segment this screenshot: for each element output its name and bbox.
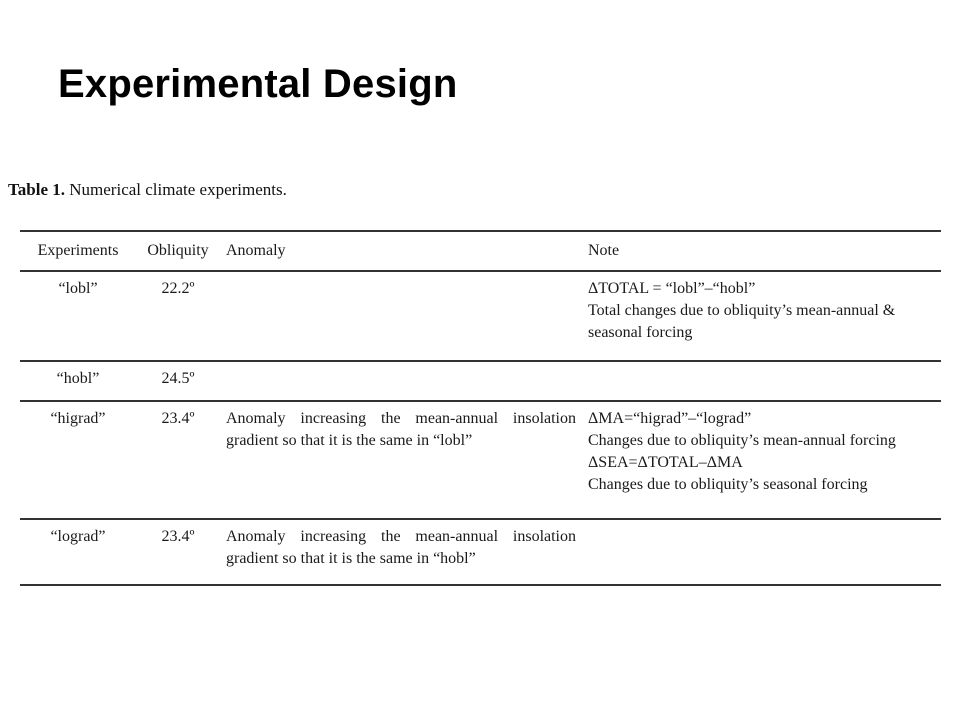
- cell-note: [582, 401, 941, 519]
- cell-anomaly: [220, 361, 582, 401]
- table-row: [20, 271, 941, 361]
- cell-experiment: “lograd”: [20, 519, 136, 585]
- cell-anomaly: Anomaly increasing the mean-annual insolation gradient so that it is the same in “hobl”: [220, 519, 582, 585]
- cell-obliquity: 24.5º: [136, 361, 220, 401]
- cell-experiment: “lobl”: [20, 271, 136, 361]
- cell-experiment: “higrad”: [20, 401, 136, 519]
- table-header-row: [20, 231, 941, 271]
- cell-anomaly: Anomaly increasing the mean-annual insolation gradient so that it is the same in “lobl”: [220, 401, 582, 519]
- cell-obliquity: 23.4º: [136, 401, 220, 519]
- note-line: ΔMA=“higrad”–“lograd”: [588, 410, 752, 427]
- experiments-table: [20, 230, 941, 586]
- header-obliquity: Obliquity: [136, 231, 220, 271]
- cell-note: [582, 271, 941, 361]
- header-anomaly: Anomaly: [220, 231, 582, 271]
- table-caption: [8, 180, 287, 200]
- note-line: Changes due to obliquity’s mean-annual forcing: [588, 432, 896, 449]
- table-row: [20, 401, 941, 519]
- note-line: Changes due to obliquity’s seasonal forcing: [588, 476, 868, 493]
- note-line: Total changes due to obliquity’s mean-annual &: [588, 302, 896, 319]
- cell-obliquity: 22.2º: [136, 271, 220, 361]
- table-caption-text: Numerical climate experiments.: [65, 180, 287, 199]
- table-row: [20, 519, 941, 585]
- cell-obliquity: 23.4º: [136, 519, 220, 585]
- table-caption-label: Table 1.: [8, 180, 66, 199]
- note-line: ΔTOTAL = “lobl”–“hobl”: [588, 280, 756, 297]
- note-line: seasonal forcing: [588, 324, 693, 341]
- cell-note: [582, 361, 941, 401]
- note-line: ΔSEA=ΔTOTAL–ΔMA: [588, 454, 743, 471]
- table-row: [20, 361, 941, 401]
- header-experiments: Experiments: [20, 231, 136, 271]
- cell-experiment: “hobl”: [20, 361, 136, 401]
- cell-anomaly: [220, 271, 582, 361]
- slide-title: Experimental Design: [58, 62, 458, 106]
- header-note: Note: [582, 231, 941, 271]
- cell-note: [582, 519, 941, 585]
